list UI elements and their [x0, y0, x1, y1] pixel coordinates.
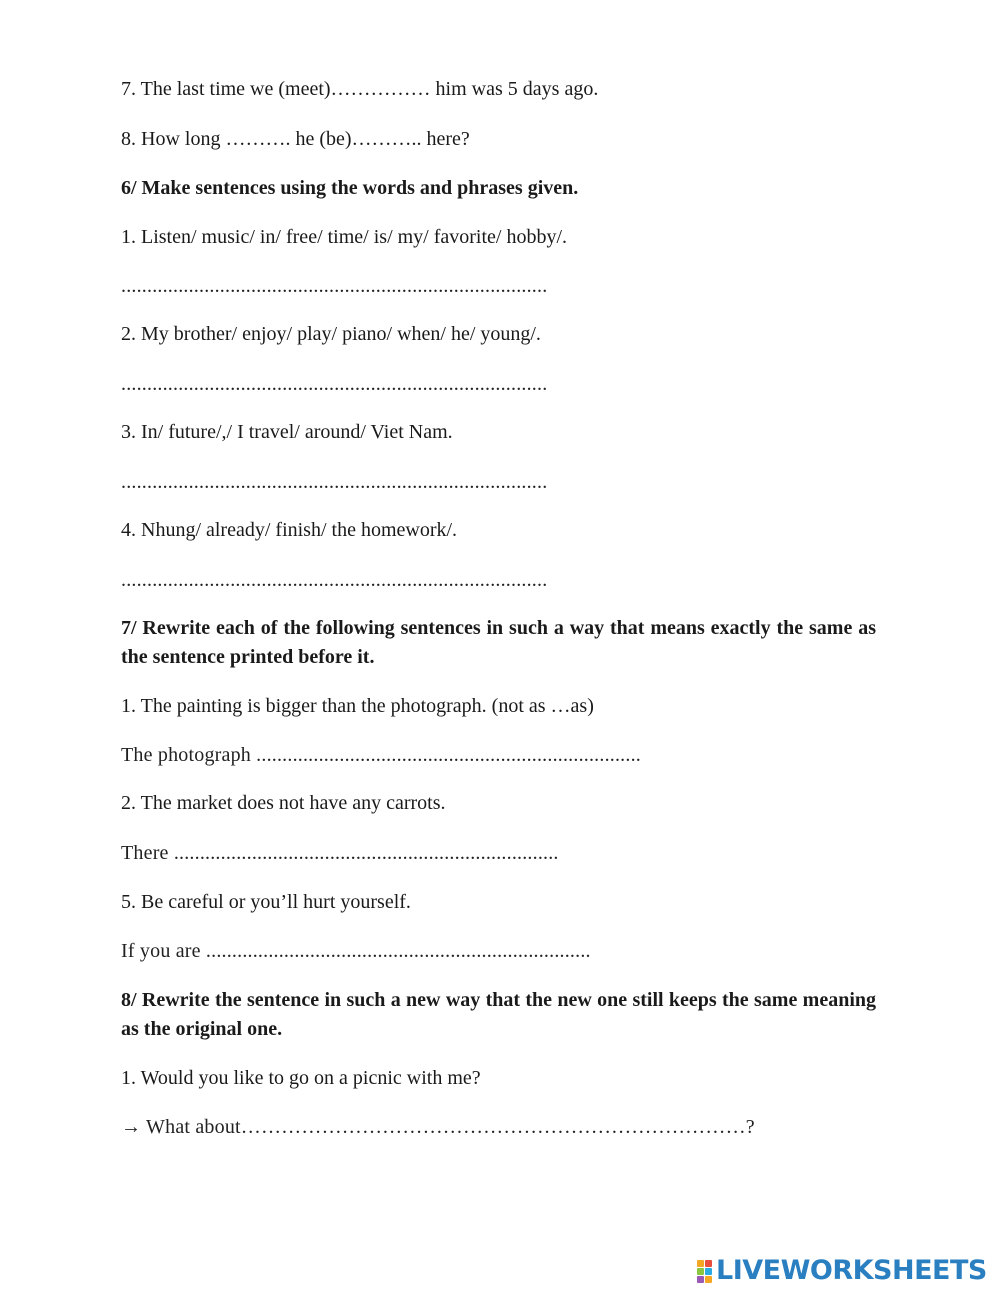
section-8-item-1: 1. Would you like to go on a picnic with me? — [121, 1067, 481, 1089]
section-6-item-2: 2. My brother/ enjoy/ play/ piano/ when/ he/ young/. — [121, 323, 541, 345]
logo-text: LIVEWORKSHEETS — [716, 1255, 987, 1286]
answer-line-7-2[interactable]: There .......................................................................... — [121, 842, 559, 864]
answer-line-6-4[interactable]: .................................................................................. — [121, 569, 548, 591]
section-8-heading: 8/ Rewrite the sentence in such a new way that the new one still keeps the same meaning as the original one. — [121, 989, 876, 1040]
answer-line-6-2[interactable]: .................................................................................. — [121, 373, 548, 395]
exercise-5-item-8: 8. How long ………. he (be)……….. here? — [121, 128, 470, 150]
section-7-item-2: 2. The market does not have any carrots. — [121, 792, 446, 814]
answer-line-6-1[interactable]: .................................................................................. — [121, 275, 548, 297]
answer-line-6-3[interactable]: .................................................................................. — [121, 471, 548, 493]
section-6-item-4: 4. Nhung/ already/ finish/ the homework/. — [121, 519, 458, 541]
section-7-heading: 7/ Rewrite each of the following sentences in such a way that means exactly the same as the sentence printed before it. — [121, 617, 876, 668]
answer-line-8-1[interactable]: → What about…………………………………………………………………? — [121, 1116, 755, 1138]
answer-line-7-1[interactable]: The photograph .......................................................................... — [121, 744, 641, 766]
answer-line-7-5[interactable]: If you are .......................................................................... — [121, 940, 591, 962]
section-6-item-1: 1. Listen/ music/ in/ free/ time/ is/ my/ favorite/ hobby/. — [121, 226, 568, 248]
section-6-heading: 6/ Make sentences using the words and phrases given. — [121, 177, 579, 199]
exercise-5-item-7: 7. The last time we (meet)…………… him was 5 days ago. — [121, 78, 599, 100]
liveworksheets-logo — [697, 1256, 987, 1286]
section-7-item-1: 1. The painting is bigger than the photograph. (not as …as) — [121, 695, 594, 717]
section-7-item-5: 5. Be careful or you’ll hurt yourself. — [121, 891, 411, 913]
section-6-item-3: 3. In/ future/,/ I travel/ around/ Viet Nam. — [121, 421, 453, 443]
logo-blocks-icon — [697, 1260, 712, 1283]
